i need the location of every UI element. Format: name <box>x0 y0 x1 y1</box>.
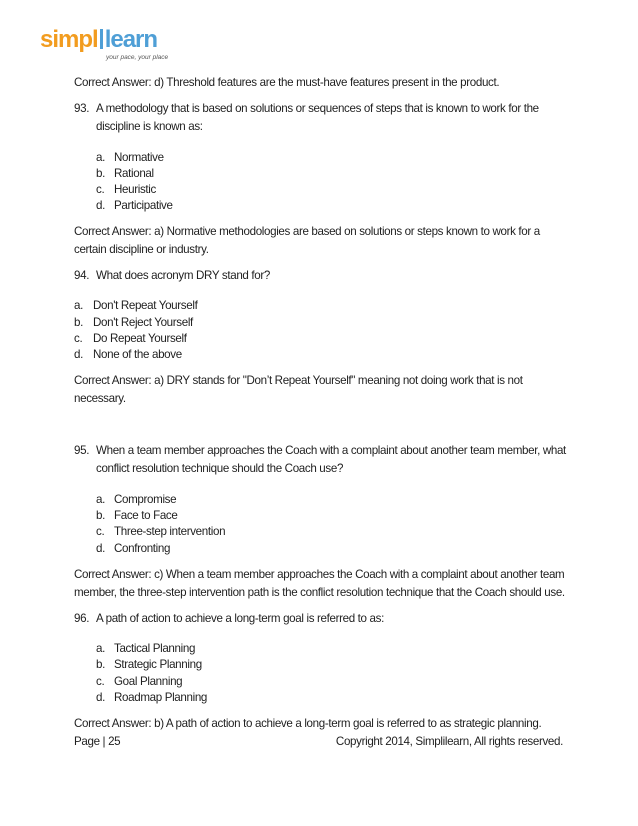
q93-option-a: Normative <box>114 151 164 164</box>
q96-text: A path of action to achieve a long-term goal is referred to as: <box>96 612 384 625</box>
logo-divider <box>100 29 103 49</box>
q95-option-a: Compromise <box>114 493 177 506</box>
q94-text: What does acronym DRY stand for? <box>96 269 270 282</box>
q96-number: 96. <box>74 612 90 625</box>
q94-option-a: Don't Repeat Yourself <box>93 299 198 312</box>
q95-text-line2: conflict resolution technique should the Coach use? <box>96 462 344 475</box>
footer-copyright: Copyright 2014, Simplilearn, All rights reserved. <box>335 735 563 748</box>
q96-option-c-letter: c. <box>96 675 105 688</box>
q96-option-d-letter: d. <box>96 691 105 704</box>
q95-option-c-letter: c. <box>96 525 105 538</box>
answer-94-line2: necessary. <box>74 392 126 405</box>
q95-option-d: Confronting <box>114 542 171 555</box>
answer-96: Correct Answer: b) A path of action to achieve a long-term goal is referred to as strategic planning. <box>74 717 542 730</box>
q95-option-b-letter: b. <box>96 509 105 522</box>
q95-option-d-letter: d. <box>96 542 105 555</box>
q94-option-d-letter: d. <box>74 348 83 361</box>
q96-option-c: Goal Planning <box>114 675 183 688</box>
q93-text-line2: discipline is known as: <box>96 120 203 133</box>
q94-option-b-letter: b. <box>74 316 83 329</box>
q93-option-c-letter: c. <box>96 183 105 196</box>
q95-option-c: Three-step intervention <box>114 525 226 538</box>
logo-text-learn: learn <box>104 26 158 53</box>
q94-option-d: None of the above <box>93 348 182 361</box>
q96-option-b-letter: b. <box>96 658 105 671</box>
answer-93-line2: certain discipline or industry. <box>74 243 209 256</box>
q95-text-line1: When a team member approaches the Coach with a complaint about another team member, what <box>96 444 566 457</box>
logo-text-simpl: simpl <box>40 26 98 53</box>
q93-option-d: Participative <box>114 199 173 212</box>
q95-option-b: Face to Face <box>114 509 178 522</box>
q94-option-a-letter: a. <box>74 299 83 312</box>
answer-92: Correct Answer: d) Threshold features are the must-have features present in the product. <box>74 76 500 89</box>
q94-option-b: Don't Reject Yourself <box>93 316 193 329</box>
answer-95-line2: member, the three-step intervention path is the conflict resolution technique that the Coach should use. <box>74 586 565 599</box>
q93-option-d-letter: d. <box>96 199 105 212</box>
logo-tagline: your pace, your place <box>106 54 169 61</box>
q94-option-c: Do Repeat Yourself <box>93 332 187 345</box>
q94-option-c-letter: c. <box>74 332 83 345</box>
q93-text-line1: A methodology that is based on solutions or sequences of steps that is known to work for the <box>96 102 539 115</box>
q93-option-b: Rational <box>114 167 154 180</box>
q96-option-a: Tactical Planning <box>114 642 196 655</box>
q93-option-a-letter: a. <box>96 151 105 164</box>
q96-option-b: Strategic Planning <box>114 658 202 671</box>
q93-option-c: Heuristic <box>114 183 156 196</box>
q96-option-d: Roadmap Planning <box>114 691 208 704</box>
q96-option-a-letter: a. <box>96 642 105 655</box>
answer-93-line1: Correct Answer: a) Normative methodologies are based on solutions or steps known to work for a <box>74 225 540 238</box>
q93-number: 93. <box>74 102 90 115</box>
q93-option-b-letter: b. <box>96 167 105 180</box>
q95-number: 95. <box>74 444 90 457</box>
q94-number: 94. <box>74 269 90 282</box>
answer-94-line1: Correct Answer: a) DRY stands for "Don’t Repeat Yourself" meaning not doing work that is not <box>74 374 523 387</box>
q95-option-a-letter: a. <box>96 493 105 506</box>
footer-page-number: Page | 25 <box>74 735 121 748</box>
answer-95-line1: Correct Answer: c) When a team member approaches the Coach with a complaint about another team <box>74 568 565 581</box>
